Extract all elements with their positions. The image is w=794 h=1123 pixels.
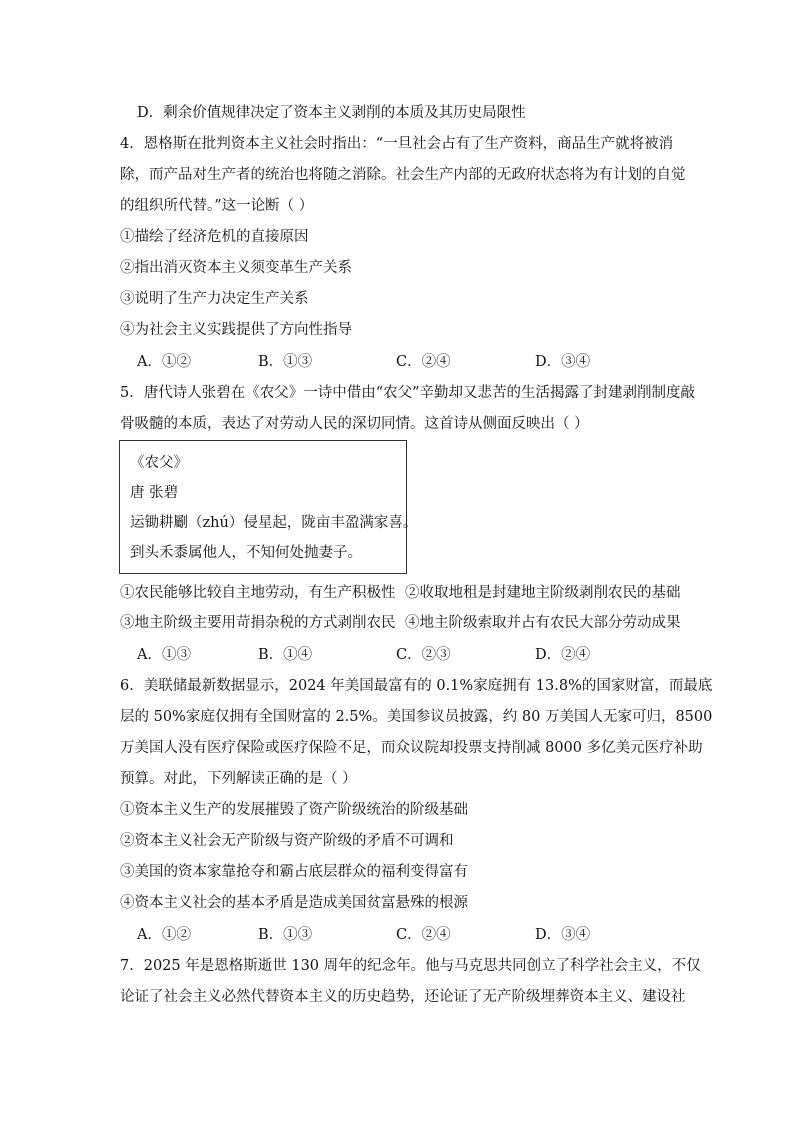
- q6-stem-line-1: 6．美联储最新数据显示，2024 年美国最富有的 0.1%家庭拥有 13.8%的国家财富，而最底: [120, 678, 713, 694]
- q4-stem-line-3: 的组织所代替。”这一论断（ ）: [120, 198, 314, 214]
- q5-statement-3: ③地主阶级主要用苛捐杂税的方式剥削农民: [120, 615, 396, 631]
- q4-option-a: A．①②: [137, 354, 191, 370]
- q5-stem-line-1: 5．唐代诗人张碧在《农父》一诗中借由“农父”辛勤却又悲苦的生活揭露了封建剥削制度敲: [120, 385, 696, 401]
- poem-author: 唐 张碧: [130, 485, 179, 501]
- q6-option-a: A．①②: [137, 927, 191, 943]
- q6-statement-1: ①资本主义生产的发展摧毁了资产阶级统治的阶级基础: [120, 802, 468, 818]
- q5-option-a: A．①③: [137, 647, 191, 663]
- q5-statement-1: ①农民能够比较自主地劳动，有生产积极性: [120, 585, 396, 601]
- q6-stem-line-3: 万美国人没有医疗保险或医疗保险不足，而众议院却投票支持削减 8000 多亿美元医疗补助: [120, 740, 703, 756]
- q6-option-b: B．①③: [258, 927, 313, 943]
- q4-stem-line-2: 除，而产品对生产者的统治也将随之消除。社会生产内部的无政府状态将为有计划的自觉: [120, 167, 686, 183]
- q6-statement-4: ④资本主义社会的基本矛盾是造成美国贫富悬殊的根源: [120, 895, 468, 911]
- q4-option-d: D．③④: [535, 354, 591, 370]
- q4-statement-2: ②指出消灭资本主义须变革生产关系: [120, 260, 352, 276]
- q5-option-b: B．①④: [258, 647, 313, 663]
- q5-option-c: C．②③: [396, 647, 451, 663]
- q4-option-c: C．②④: [396, 354, 451, 370]
- q4-statement-3: ③说明了生产力决定生产关系: [120, 291, 309, 307]
- q4-option-b: B．①③: [258, 354, 313, 370]
- q6-stem-line-2: 层的 50%家庭仅拥有全国财富的 2.5%。美国参议员披露，约 80 万美国人无家可归，8500: [120, 709, 713, 725]
- q6-stem-line-4: 预算。对此，下列解读正确的是（ ）: [120, 771, 357, 787]
- q6-statement-3: ③美国的资本家靠抢夺和霸占底层群众的福利变得富有: [120, 864, 468, 880]
- poem-line-1: 运锄耕劚（zhú）侵星起，陇亩丰盈满家喜。: [130, 515, 418, 531]
- q7-stem-line-2: 论证了社会主义必然代替资本主义的历史趋势，还论证了无产阶级埋葬资本主义、建设社: [120, 989, 686, 1005]
- q6-option-d: D．③④: [535, 927, 591, 943]
- q5-statement-4: ④地主阶级索取并占有农民大部分劳动成果: [405, 615, 681, 631]
- q3-option-d: D．剩余价值规律决定了资本主义剥削的本质及其历史局限性: [137, 105, 526, 121]
- poem-title: 《农父》: [130, 455, 188, 471]
- poem-line-2: 到头禾黍属他人，不知何处抛妻子。: [130, 545, 362, 561]
- q4-stem-line-1: 4．恩格斯在批判资本主义社会时指出：“一旦社会占有了生产资料，商品生产就将被消: [120, 136, 674, 152]
- q7-stem-line-1: 7．2025 年是恩格斯逝世 130 周年的纪念年。他与马克思共同创立了科学社会主义，不仅: [120, 958, 701, 974]
- q5-stem-line-2: 骨吸髓的本质，表达了对劳动人民的深切同情。这首诗从侧面反映出（ ）: [120, 416, 589, 432]
- q5-statement-2: ②收取地租是封建地主阶级剥削农民的基础: [405, 585, 681, 601]
- q6-option-c: C．②④: [396, 927, 451, 943]
- q6-statement-2: ②资本主义社会无产阶级与资产阶级的矛盾不可调和: [120, 833, 454, 849]
- q4-statement-4: ④为社会主义实践提供了方向性指导: [120, 322, 352, 338]
- q5-option-d: D．②④: [535, 647, 591, 663]
- q4-statement-1: ①描绘了经济危机的直接原因: [120, 229, 309, 245]
